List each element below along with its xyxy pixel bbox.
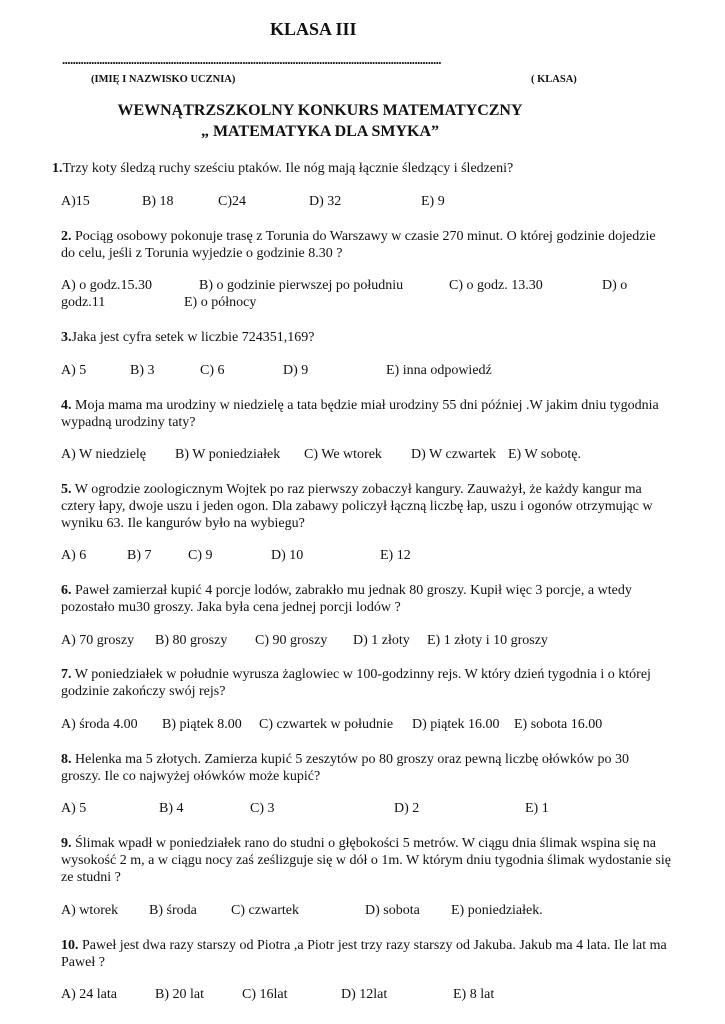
answers-2: [61, 278, 681, 296]
answer-c: C) czwartek w południe: [259, 717, 394, 732]
answer-d: D) sobota: [365, 903, 420, 918]
answer-b: B) piątek 8.00: [162, 717, 242, 732]
answer-c: C)24: [218, 194, 246, 209]
answers-6: [61, 633, 681, 651]
contest-title: WEWNĄTRZSZKOLNY KONKURS MATEMATYCZNY: [117, 102, 523, 119]
question-text: Trzy koty śledzą ruchy sześciu ptaków. Ile nóg mają łącznie śledzący i śledzeni?: [62, 161, 514, 176]
answers-3: [61, 363, 681, 381]
question-9: [61, 835, 671, 886]
question-number: 7.: [61, 667, 72, 682]
answers-2-cont: [61, 295, 681, 313]
question-number: 10.: [61, 938, 79, 953]
answer-a: A) 24 lata: [61, 987, 117, 1002]
answer-a: A) 70 groszy: [61, 633, 135, 648]
answers-10: [61, 987, 681, 1005]
answer-e: E) W sobotę.: [508, 447, 581, 462]
answer-a: A) środa 4.00: [61, 717, 138, 732]
question-10: [61, 937, 671, 971]
answer-c: C) 9: [188, 548, 213, 563]
answer-b: B) 18: [142, 194, 174, 209]
answer-a: A) 5: [61, 801, 87, 816]
answers-9: [61, 903, 681, 921]
answer-d: D) 32: [309, 194, 342, 209]
answer-a: A) 5: [61, 363, 87, 378]
question-text: W ogrodzie zoologicznym Wojtek po raz pierwszy zobaczył kangury. Zauważył, że każdy kangur ma cztery łapy, dwoje uszu i jeden ogon. Dla zabawy policzył łączną liczbę łap, uszu i ogonów otrzymując w wyniku 63. Ile kangurów było na wybiegu?: [61, 482, 653, 531]
answer-e: E) poniedziałek.: [451, 903, 543, 918]
answer-a: A)15: [61, 194, 90, 209]
answer-a: A) W niedzielę: [61, 447, 147, 462]
question-number: 2.: [61, 229, 72, 244]
answer-d: D) 12lat: [341, 987, 388, 1002]
question-8: [61, 751, 671, 785]
answers-5: [61, 548, 681, 566]
answer-d: D) 1 złoty: [353, 633, 410, 648]
question-text: Ślimak wpadł w poniedziałek rano do studni o głębokości 5 metrów. W ciągu dnia ślimak wspina się na wysokość 2 m, a w ciągu nocy zaś ześlizguje się w dół o 1m. W którym dniu tygodnia ślimak wydostanie się ze studni ?: [61, 836, 671, 885]
answer-c: C) 90 groszy: [255, 633, 328, 648]
answers-1: [61, 194, 681, 212]
answer-c: C) czwartek: [231, 903, 300, 918]
question-2: [61, 228, 671, 262]
answer-b: B) o godzinie pierwszej po południu: [199, 278, 404, 293]
question-text: Pociąg osobowy pokonuje trasę z Torunia do Warszawy w czasie 270 minut. O której godzinie dojedzie do celu, jeśli z Torunia wyjedzie o godzinie 8.30 ?: [61, 229, 656, 261]
answer-b: B) 7: [127, 548, 152, 563]
answer-a: A) 6: [61, 548, 87, 563]
answer-e: E) o północy: [184, 295, 257, 310]
answer-c: C) o godz. 13.30: [449, 278, 543, 293]
question-number: 3.: [61, 330, 72, 345]
question-number: 5.: [61, 482, 72, 497]
contest-subtitle: „ MATEMATYKA DLA SMYKA”: [200, 123, 440, 140]
answer-a: A) wtorek: [61, 903, 119, 918]
question-number: 4.: [61, 398, 72, 413]
question-text: Helenka ma 5 złotych. Zamierza kupić 5 zeszytów po 80 groszy oraz pewną liczbę ołówków po 30 groszy. Ile co najwyżej ołówków może kupić?: [61, 752, 629, 784]
question-text: Paweł zamierzał kupić 4 porcje lodów, zabrakło mu jednak 80 groszy. Kupił więc 3 porcje, a wtedy pozostało mu30 groszy. Jaka była cena jednej porcji lodów ?: [61, 583, 632, 615]
answer-c: C) We wtorek: [304, 447, 382, 462]
class-heading: KLASA III: [270, 19, 357, 39]
answer-d: D) o: [602, 278, 628, 293]
answer-d-cont: godz.11: [61, 295, 106, 310]
answer-b: B) 3: [130, 363, 155, 378]
question-text: Paweł jest dwa razy starszy od Piotra ,a Piotr jest trzy razy starszy od Jakuba. Jakub ma 4 lata. Ile lat ma Paweł ?: [61, 938, 667, 970]
question-1: [52, 160, 662, 177]
answer-d: D) W czwartek: [411, 447, 496, 462]
answer-e: E) 9: [421, 194, 445, 209]
class-label: ( KLASA): [531, 74, 577, 85]
question-text: W poniedziałek w południe wyrusza żaglowiec w 100-godzinny rejs. W który dzień tygodnia i o której godzinie zakończy swój rejs?: [61, 667, 651, 699]
answer-e: E) 8 lat: [453, 987, 495, 1002]
answer-a: A) o godz.15.30: [61, 278, 152, 293]
answer-e: E) 12: [380, 548, 411, 563]
name-fill-line: ...............................................................................................................................................: [62, 52, 441, 67]
answer-d: D) 2: [394, 801, 420, 816]
question-7: [61, 666, 671, 700]
question-number: 1.: [52, 161, 63, 176]
answer-b: B) 4: [159, 801, 184, 816]
answer-e: E) sobota 16.00: [514, 717, 603, 732]
question-3: [61, 329, 671, 346]
answer-e: E) 1 złoty i 10 groszy: [427, 633, 548, 648]
answer-b: B) W poniedziałek: [175, 447, 281, 462]
answer-d: D) 9: [283, 363, 309, 378]
question-text: Jaka jest cyfra setek w liczbie 724351,169?: [71, 330, 315, 345]
answer-c: C) 3: [250, 801, 275, 816]
answers-8: [61, 801, 681, 819]
answer-e: E) 1: [525, 801, 549, 816]
question-5: [61, 481, 671, 532]
question-text: Moja mama ma urodziny w niedzielę a tata będzie miał urodziny 55 dni później .W jakim dniu tygodnia wypadną urodziny taty?: [61, 398, 659, 430]
question-6: [61, 582, 671, 616]
answers-7: [61, 717, 681, 735]
answer-c: C) 16lat: [242, 987, 288, 1002]
answer-e: E) inna odpowiedź: [386, 363, 492, 378]
answer-b: B) środa: [149, 903, 197, 918]
answer-d: D) piątek 16.00: [412, 717, 500, 732]
question-number: 9.: [61, 836, 72, 851]
answers-4: [61, 447, 681, 465]
answer-c: C) 6: [200, 363, 225, 378]
answer-b: B) 80 groszy: [155, 633, 228, 648]
answer-b: B) 20 lat: [155, 987, 204, 1002]
question-4: [61, 397, 671, 431]
student-name-label: (IMIĘ I NAZWISKO UCZNIA): [91, 74, 236, 85]
question-number: 6.: [61, 583, 72, 598]
question-number: 8.: [61, 752, 72, 767]
answer-d: D) 10: [271, 548, 304, 563]
